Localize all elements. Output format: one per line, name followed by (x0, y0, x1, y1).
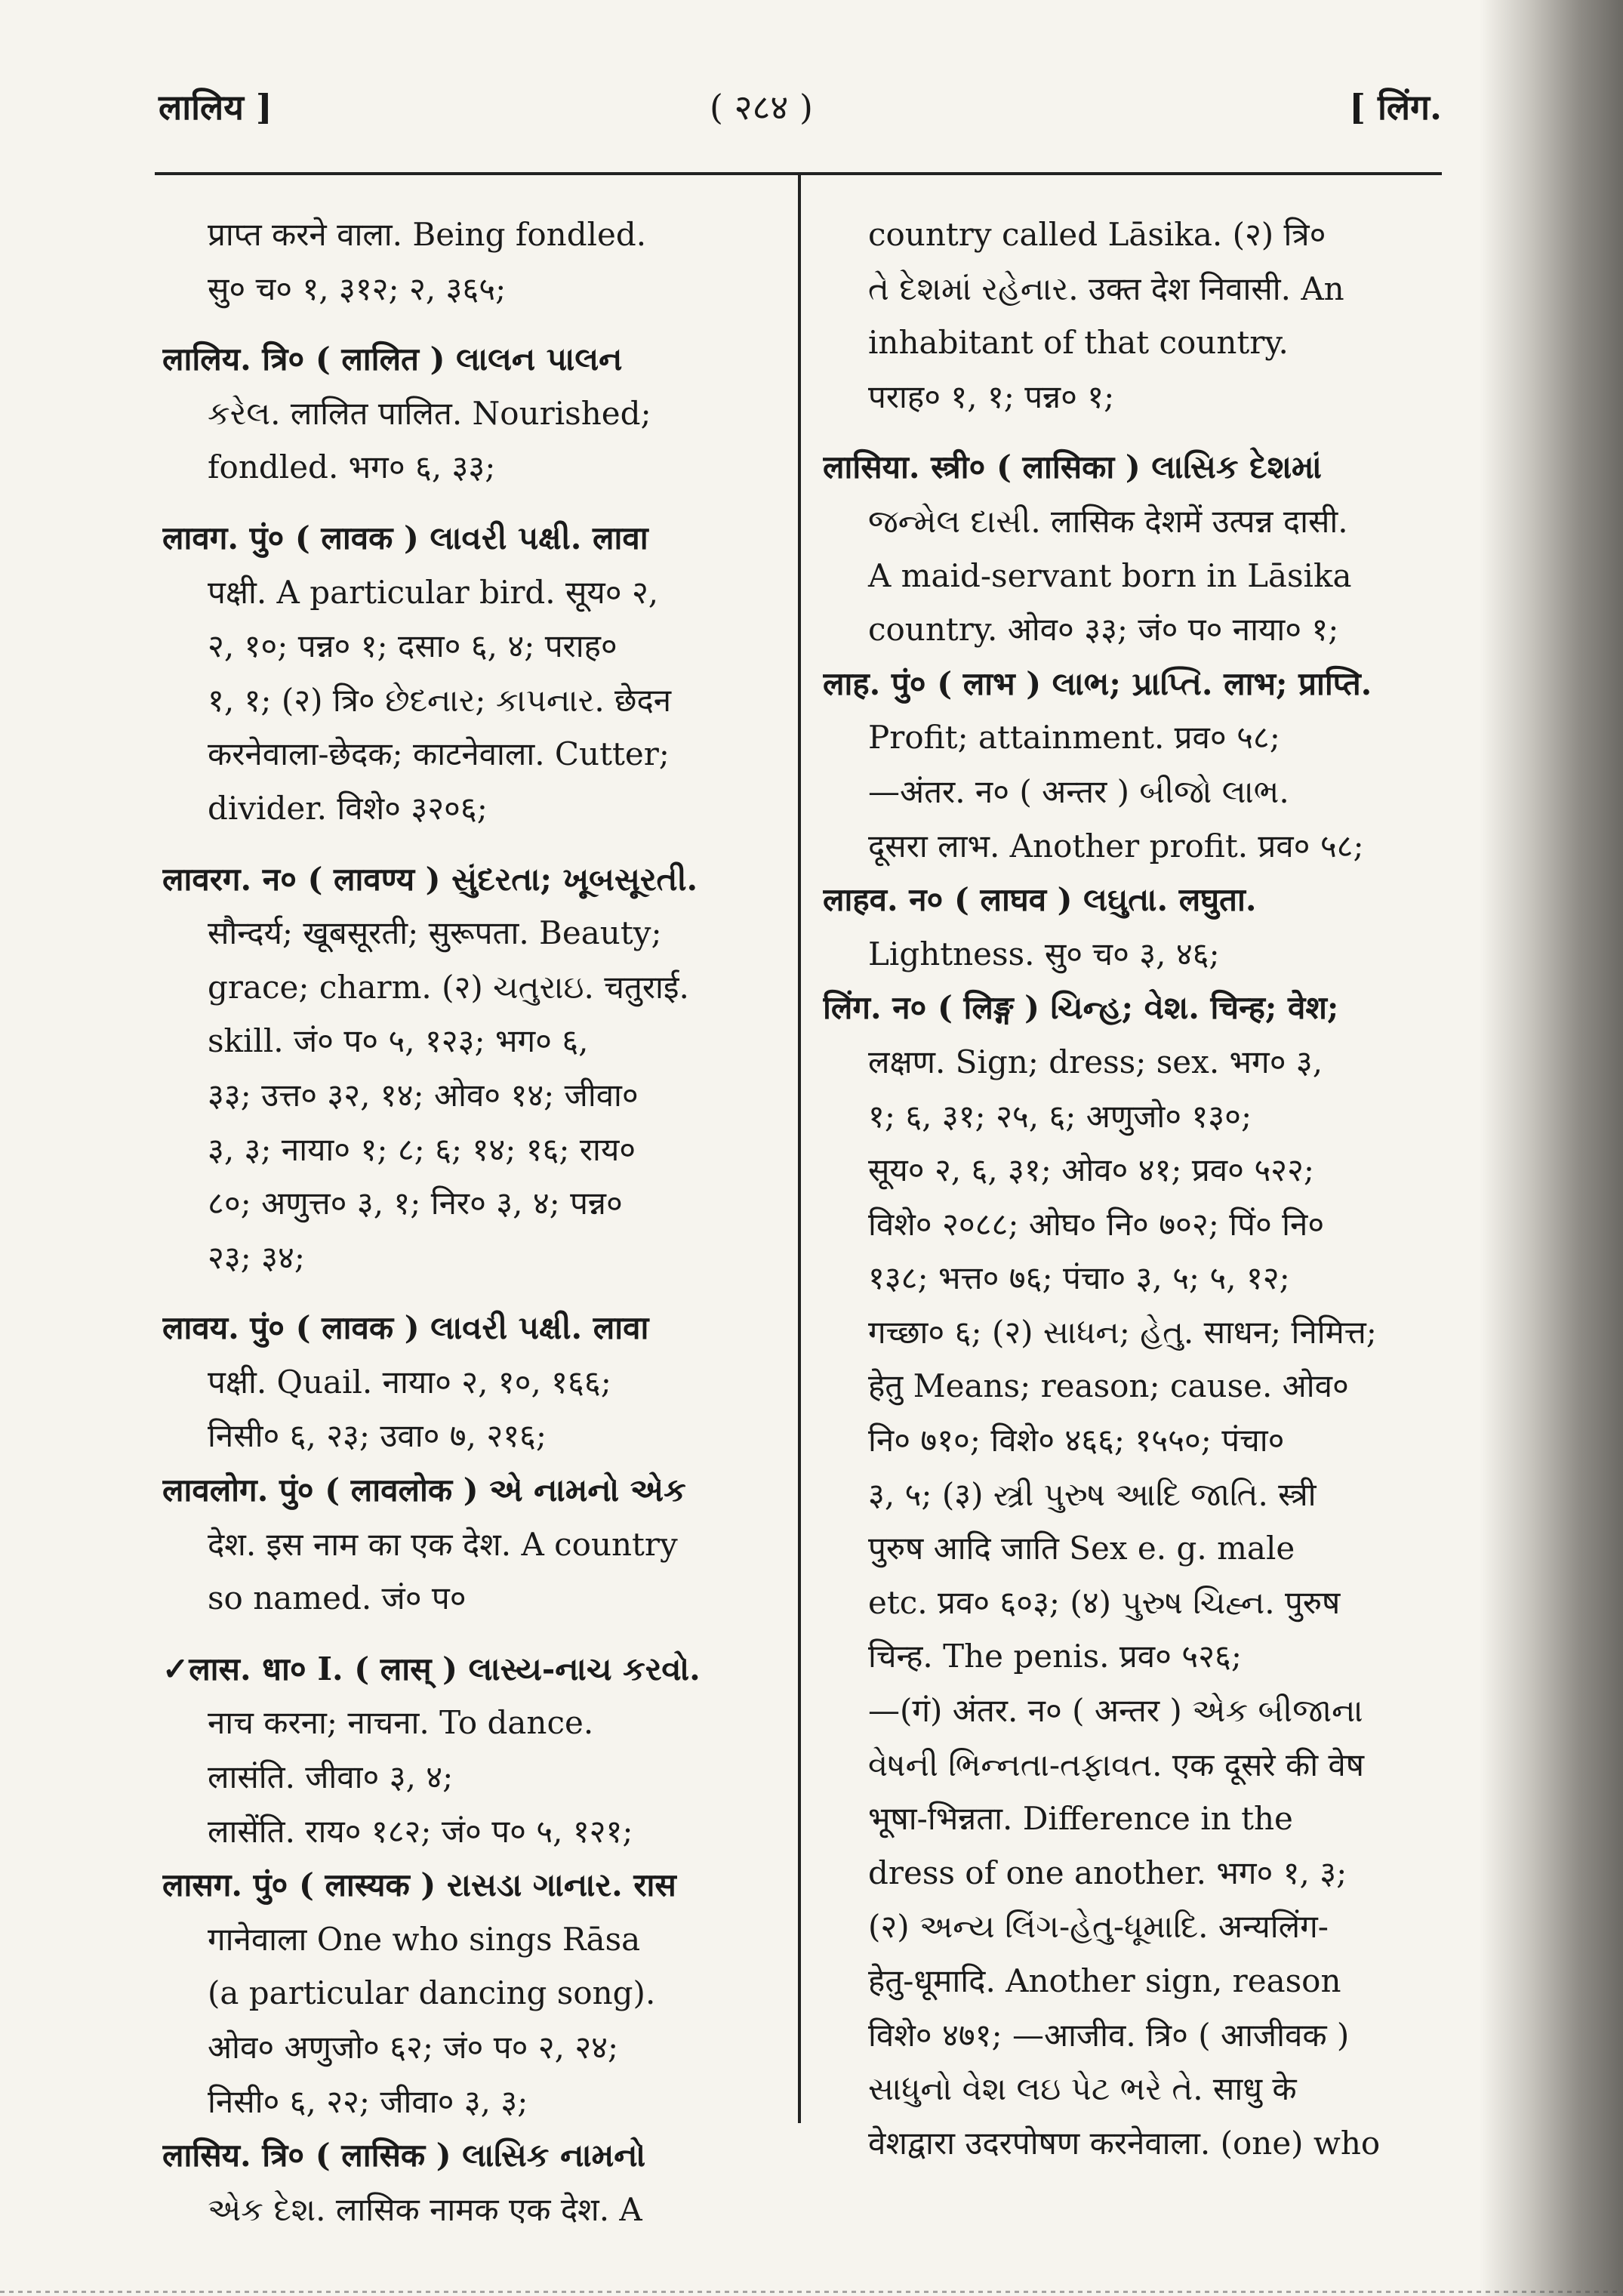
entry-gap (162, 1626, 781, 1642)
entry-line: हेतु-धूमादि. Another sign, reason (868, 1962, 1341, 1999)
page-number: ( २८४ ) (710, 87, 813, 128)
headword-line: लाहव. न० ( लाघव ) લઘુતા. लघुता. (823, 881, 1257, 919)
entry-line: inhabitant of that country. (868, 324, 1289, 362)
entry-line: country. ओव० ३३; जं० प० नाया० १; (868, 611, 1339, 649)
entry-line: ८०; अणुत्त० ३, १; निर० ३, ४; पन्न० (208, 1185, 623, 1222)
entry-line: पक्षी. A particular bird. सूय० २, (208, 573, 659, 611)
column-divider (798, 175, 801, 2123)
header-right-guideword: [ लिंग. (1349, 87, 1442, 128)
entry-line: skill. जं० प० ५, १२३; भग० ६, (208, 1022, 589, 1060)
entry-line: हेतु Means; reason; cause. ओव० (868, 1367, 1349, 1405)
entry-line: જન્મેલ દાસી. लासिक देशमें उत्पन्न दासी. (868, 502, 1348, 540)
headword-line: लावलोग. पुं० ( लावलोक ) એ નામનો એક (162, 1472, 686, 1509)
entry-line: વેષની ભિન્નતા-તફાવત. एक दूसरे की वेष (868, 1746, 1365, 1783)
headword-line: ✓लास. धा० I. ( लास् ) લાસ્ય-નાચ કરવો. (162, 1650, 701, 1687)
entry-line: કરેલ. लालित पालित. Nourished; (208, 394, 651, 432)
entry-line: २३; ३४; (208, 1238, 306, 1276)
entry-line: प्राप्त करने वाला. Being fondled. (208, 216, 647, 253)
entry-line: पराह० १, १; पन्न० १; (868, 378, 1115, 415)
entry-line: country called Lāsika. (२) त्रि० (868, 216, 1326, 253)
entry-line: वेशद्वारा उदरपोषण करनेवाला. (one) who (868, 2124, 1381, 2162)
entry-line: etc. प्रव० ६०३; (४) પુરુષ ચિહ્ન. पुरुष (868, 1583, 1341, 1621)
entry-line: गच्छा० ६; (२) સાધન; હેતુ. साधन; निमित्त; (868, 1313, 1377, 1351)
bottom-scan-edge (0, 2291, 1623, 2293)
entry-line: विशे० ४७१; —आजीव. त्रि० ( आजीवक ) (868, 2016, 1350, 2054)
entry-line: Profit; attainment. प्रव० ५८; (868, 719, 1280, 757)
entry-line: (२) અન્ય લિંગ-હેતુ-ધૂમાદિ. अन्यलिंग- (868, 1908, 1329, 1946)
headword-line: लाह. पुं० ( लाभ ) લાભ; પ્રાપ્તિ. लाभ; प्राप्ति. (823, 664, 1372, 702)
entry-line: सूय० २, ६, ३१; ओव० ४१; प्रव० ५२२; (868, 1151, 1315, 1189)
page-edge-shadow (1480, 0, 1623, 2296)
page-header (159, 83, 1442, 136)
entry-line: १, १; (२) त्रि० છેદનાર; કાપનાર. छेदन (208, 681, 672, 719)
entry-line: सौन्दर्य; खूबसूरती; सुरूपता. Beauty; (208, 914, 662, 952)
entry-line: ३, ३; नाया० १; ८; ६; १४; १६; राय० (208, 1130, 636, 1168)
headword-line: लासिया. स्त्री० ( लासिका ) લાસિક દેશમાં (823, 448, 1322, 486)
entry-line: करनेवाला-छेदक; काटनेवाला. Cutter; (208, 735, 670, 773)
headword-line: लालिय. त्रि० ( लालित ) લાલન પાલન (162, 341, 623, 378)
entry-line: लक्षण. Sign; dress; sex. भग० ३, (868, 1043, 1323, 1080)
entry-gap (162, 1284, 781, 1301)
entry-line: लासंति. जीवा० ३, ४; (208, 1758, 454, 1796)
entry-line: लासेंति. राय० १८२; जं० प० ५, १२१; (208, 1812, 633, 1850)
entry-line: ओव० अणुजो० ६२; जं० प० २, २४; (208, 2029, 619, 2066)
headword-line: लिंग. न० ( लिङ्ग ) ચિન્હ; વેશ. चिन्ह; वेश; (823, 989, 1339, 1027)
right-column (823, 208, 1442, 2170)
headword-line: लासिय. त्रि० ( लासिक ) લાસિક નામનો (162, 2137, 646, 2174)
entry-line: —अंतर. न० ( अन्तर ) બીજો લાભ. (868, 772, 1289, 810)
entry-line: તે દેશમાં રહેનાર. उक्त देश निवासी. An (868, 270, 1344, 307)
entry-line: चिन्ह. The penis. प्रव० ५२६; (868, 1638, 1242, 1675)
entry-line: १; ६, ३१; २५, ६; अणुजो० १३०; (868, 1097, 1252, 1135)
entry-line: दूसरा लाभ. Another profit. प्रव० ५८; (868, 827, 1364, 864)
headword-line: लासग. पुं० ( लास्यक ) રાસડા ગાનાર. रास (162, 1866, 676, 1904)
entry-line: १३८; भत्त० ७६; पंचा० ३, ५; ५, १२; (868, 1259, 1290, 1297)
entry-line: देश. इस नाम का एक देश. A country (208, 1525, 678, 1563)
left-column (162, 208, 781, 2236)
entry-gap (823, 424, 1442, 440)
entry-line: એક દેશ. लासिक नामक एक देश. A (208, 2190, 642, 2228)
entry-line: गानेवाला One who sings Rāsa (208, 1920, 641, 1958)
entry-line: पुरुष आदि जाति Sex e. g. male (868, 1530, 1295, 1567)
entry-line: सु० च० १, ३१२; २, ३६५; (208, 270, 507, 307)
entry-line: fondled. भग० ६, ३३; (208, 448, 496, 486)
entry-line: नाच करना; नाचना. To dance. (208, 1704, 594, 1742)
entry-line: સાધુનો વેશ લઇ પેટ ભરે તે. साधु के (868, 2070, 1297, 2108)
entry-line: A maid-servant born in Lāsika (868, 556, 1352, 594)
entry-line: dress of one another. भग० १, ३; (868, 1854, 1347, 1891)
entry-line: नि० ७१०; विशे० ४६६; १५५०; पंचा० (868, 1422, 1285, 1459)
headword-line: लावय. पुं० ( लावक ) લાવરી પક્ષી. लावा (162, 1309, 649, 1347)
entry-gap (162, 836, 781, 852)
entry-line: Lightness. सु० च० ३, ४६; (868, 935, 1220, 972)
header-left-guideword: लालिय ] (159, 87, 273, 128)
entry-line: —(गं) अंतर. न० ( अन्तर ) એક બીજાના (868, 1692, 1363, 1730)
entry-line: ३३; उत्त० ३२, १४; ओव० १४; जीवा० (208, 1076, 639, 1114)
headword-line: लावरग. न० ( लावण्य ) સુંદરતા; ખૂબસૂરતી. (162, 860, 698, 898)
entry-line: ३, ५; (३) સ્ત્રી પુરુષ આદિ જાતિ. स्त्री (868, 1475, 1317, 1513)
entry-line: २, १०; पन्न० १; दसा० ६, ४; पराह० (208, 627, 617, 665)
entry-line: grace; charm. (२) ચતુરાઇ. चतुराई. (208, 968, 689, 1006)
entry-line: विशे० २०८८; ओघ० नि० ७०२; पिं० नि० (868, 1205, 1325, 1243)
entry-line: पक्षी. Quail. नाया० २, १०, १६६; (208, 1363, 611, 1401)
entry-line: so named. जं० प० (208, 1579, 467, 1617)
entry-line: भूषा-भिन्नता. Difference in the (868, 1800, 1293, 1838)
entry-line: निसी० ६, २३; उवा० ७, २१६; (208, 1417, 547, 1455)
entry-gap (162, 495, 781, 511)
entry-line: निसी० ६, २२; जीवा० ३, ३; (208, 2082, 528, 2120)
headword-line: लावग. पुं० ( लावक ) લાવરી પક્ષી. लावा (162, 519, 648, 556)
entry-gap (162, 316, 781, 332)
entry-line: divider. विशे० ३२०६; (208, 789, 488, 827)
entry-line: (a particular dancing song). (208, 1974, 656, 2012)
